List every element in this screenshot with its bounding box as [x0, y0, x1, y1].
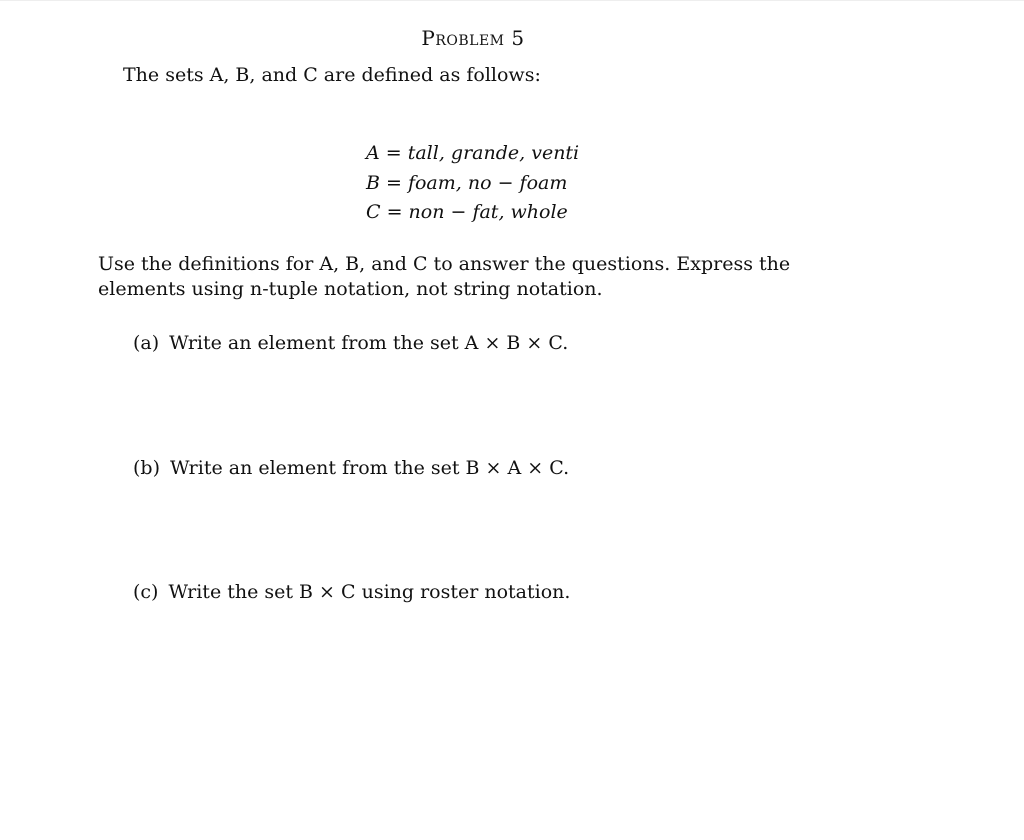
set-c-definition: C = non − fat, whole — [366, 201, 568, 223]
question-b-label: (b) — [133, 457, 160, 479]
question-b — [133, 456, 569, 480]
instructions-paragraph: Use the definitions for A, B, and C to answer the questions. Express the elements using n-tuple notation, not string notation. — [98, 253, 791, 300]
top-divider — [0, 0, 1024, 1]
problem-title: Problem 5 — [421, 26, 525, 50]
question-b-text: Write an element from the set B × A × C. — [170, 457, 570, 479]
set-definitions — [366, 139, 579, 228]
set-b-definition: B = foam, no − foam — [366, 171, 568, 194]
question-a-label: (a) — [133, 332, 160, 354]
question-c-label: (c) — [133, 581, 159, 603]
question-c — [133, 580, 570, 604]
set-a-definition: A = tall, grande, venti — [366, 142, 580, 164]
question-a-text: Write an element from the set A × B × C. — [169, 332, 569, 354]
question-c-text: Write the set B × C using roster notation. — [168, 581, 571, 603]
problem-intro: The sets A, B, and C are defined as follows: — [123, 64, 541, 86]
question-a — [133, 331, 568, 355]
